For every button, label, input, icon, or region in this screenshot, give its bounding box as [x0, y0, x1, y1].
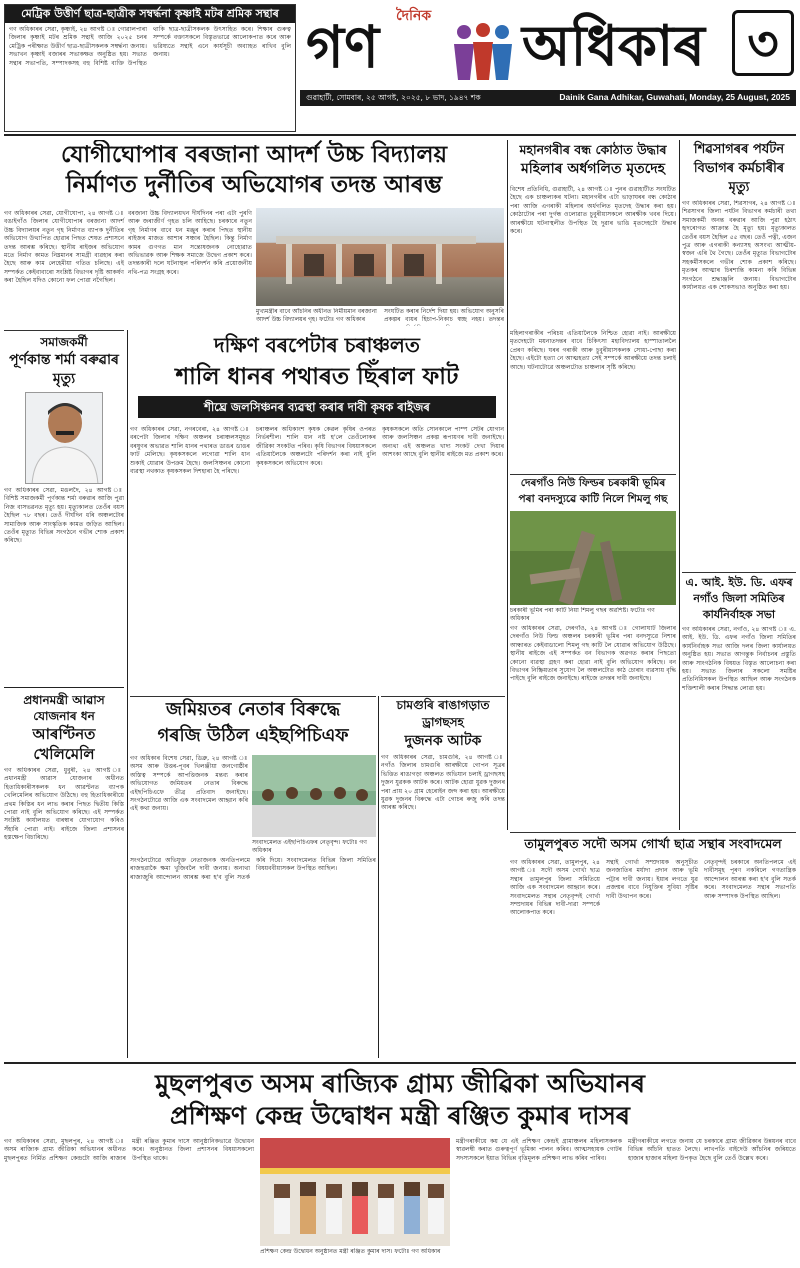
- deorgaon-story: [510, 474, 676, 826]
- top-left-story-headline: মেট্ৰিক উত্তীৰ্ণ ছাত্ৰ-ছাত্ৰীক সম্বৰ্দ্ধনা কৃষ্ণাই মটৰ শ্ৰমিক সন্থাৰ: [5, 5, 295, 23]
- jamiyat-headline-1: জমিয়তৰ নেতাৰ বিৰুদ্ধে: [165, 699, 341, 720]
- lead-story-col-2: বৰজানা উচ্চ বিদ্যালয়খন দীৰ্ঘদিনৰ পৰা এটা পুৰণি আৰু জৰাজীৰ্ণ গৃহত চলি আহিছে। চৰকাৰে নতুন গৃহ নিৰ্মাণৰ বাবে ধন মঞ্জুৰ কৰাৰ পিছত স্থানীয় ৰাইজৰ মাজত আশাৰ সঞ্চাৰ হৈছিল। কিন্তু নিৰ্মাণ কামৰ গুণগত মান সন্তোষজনক নোহোৱাত অভিভাৱক আৰু শিক্ষক সমাজে উদ্বেগ প্ৰকাশ কৰে। তদন্তকাৰী দলে ঘটনাস্থল পৰিদৰ্শন কৰি প্ৰয়োজনীয় নথি-পত্ৰ সংগ্ৰহ কৰে।: [128, 210, 252, 276]
- obituary-portrait: [25, 392, 103, 484]
- jamiyat-col-2: সংগঠনটোৱে অভিযুক্ত নেতাজনক অনতিপলমে ৰাজহুৱাকৈ ক্ষমা খুজিবলৈ দাবী জনায়। অন্যথা ৰাজ্যজুৰি আন্দোলন আৰম্ভ কৰা হ'ব বুলি সতৰ্ক কৰি দিয়ে। সংবাদমেলত বিভিন্ন জিলা সমিতিৰ বিষয়ববীয়াসকল উপস্থিত আছিল।: [130, 857, 376, 881]
- aiudf-story: [682, 572, 796, 828]
- dateline-english: Dainik Gana Adhikar, Guwahati, Monday, 25 August, 2025: [559, 92, 790, 102]
- school-photo-caption: মুখ্যমন্ত্ৰীৰ বাবে আঁচনিৰ অধীনত নিৰ্মীয়মান বৰজানা আদৰ্শ উচ্চ বিদ্যালয়ৰ গৃহ। ফটোঃ গণ অধিকাৰ: [256, 308, 377, 323]
- person-portrait-icon: [26, 393, 103, 484]
- jamiyat-story: [130, 696, 376, 1058]
- dateline-bar: [300, 90, 796, 106]
- inauguration-photo: [260, 1138, 450, 1246]
- cut-tree-caption: চৰকাৰী ভূমিৰ পৰা কাটি নিয়া শিমলু গছৰ অৱশিষ্ট। ফটোঃ গণ অধিকাৰ: [510, 607, 655, 622]
- jamiyat-headline-2: গৰজি উঠিল এইছপিচিএফ: [157, 725, 349, 746]
- lead-story-col-3: সংঘটিত কৰাৰ নিৰ্দেশ দিয়া হয়। অভিযোগ অনুসৰি প্ৰকল্পৰ ব্যয়ৰ হিচাপ-নিকাচ স্বচ্ছ নহয়। তদন্তৰ: [384, 308, 504, 324]
- top-left-story-body: গণ অধিকাৰৰ সেৱা, কৃষ্ণাই, ২৪ আগষ্ট ঃ গোৱালপাৰা জিলাৰ কৃষ্ণাই মটৰ শ্ৰমিক সন্থাই আজি ২০২৫ চনৰ মেট্ৰিক পৰীক্ষাত উত্তীৰ্ণ ছাত্ৰ-ছাত্ৰীসকলক সম্বৰ্দ্ধনা জনায়। সভাখন কৃষ্ণাই বজাৰৰ সভাকক্ষত অনুষ্ঠিত হয়। সভাত সন্থাৰ সভাপতি, সম্পাদকসহ বহু বিশিষ্ট ব্যক্তি উপস্থিত থাকি ছাত্ৰ-ছাত্ৰীসকলক উৎসাহিত কৰে। শিক্ষাৰ গুৰুত্ব সম্পৰ্কে বক্তাসকলে বিস্তৃতভাৱে আলোকপাত কৰে আৰু ভৱিষ্যতে সন্থাই এনে কাৰ্যসূচী অব্যাহত ৰাখিব বুলি জনায়।: [9, 26, 291, 67]
- masthead: [300, 4, 796, 92]
- school-building-photo: [256, 208, 504, 306]
- barpeta-headline-1: দক্ষিণ বৰপেটাৰ চৰাঞ্চলত: [214, 333, 420, 357]
- mahanagar-col-2: মহিলাগৰাকীৰ পৰিচয় এতিয়ালৈকে নিশ্চিত হোৱা নাই। আৰক্ষীয়ে মৃতদেহটো ময়নাতদন্তৰ বাবে চিকিৎসা মহাবিদ্যালয় হাস্পাতাললৈ প্ৰেৰণ কৰিছে। ঘৰৰ গৰাকী আৰু চুবুৰীয়াসকলক সোধা-পোছা কৰা হৈছে। এইটো হত্যা নে আত্মহত্যা সেই সম্পৰ্কে আৰক্ষীয়ে তদন্ত চলাই আছে। ঘটনাটোৱে অঞ্চলটোত চাঞ্চল্যৰ সৃষ্টি কৰিছে।: [510, 330, 676, 371]
- deorgaon-headline-2: পৰা বনদস্যুৱে কাটি নিলে শিমলু গছ: [518, 493, 668, 505]
- column-rule-left: [127, 330, 128, 1058]
- jamiyat-col-1: গণ অধিকাৰ বিশেষ সেৱা, ডিব্ৰু, ২৪ আগষ্ট ঃ অসম আৰু উত্তৰ-পূবৰ খিলঞ্জীয়া জনগোষ্ঠীৰ অস্তিত্ব সম্পৰ্কে আপত্তিজনক মন্তব্য কৰাৰ অভিযোগত জমিয়তৰ নেতাৰ বিৰুদ্ধে এইছপিচিএফে তীব্ৰ প্ৰতিবাদ জনাইছে। সংগঠনটোৱে আজি এক সংবাদমেল আহ্বান কৰি এই কথা জনায়।: [130, 755, 248, 813]
- column-rule-far-right: [679, 140, 680, 830]
- obituary-body: গণ অধিকাৰৰ সেৱা, মঙলদৈ, ২৪ আগষ্ট ঃ বিশিষ্ট সমাজকৰ্মী পূৰ্ণকান্ত শৰ্মা বৰুৱাৰ আজি পুৱা নিজ বাসভৱনত মৃত্যু হয়। মৃত্যুকালত তেওঁৰ বয়স হৈছিল ৭৮ বছৰ। তেওঁ দীৰ্ঘদিন ধৰি অঞ্চলটোৰ সামাজিক আৰু সাংস্কৃতিক কামত জড়িত আছিল। তেওঁৰ মৃত্যুত বিভিন্ন সংগঠনে গভীৰ শোক প্ৰকাশ কৰিছে।: [4, 487, 124, 545]
- bottom-col-3: মন্ত্ৰীগৰাকীয়ে লগতে জনায় যে চৰকাৰে গ্ৰাম্য জীৱিকাৰ উন্নয়নৰ বাবে বিভিন্ন আঁচনি হাতত লৈছে। লাখপতি বাইদেউ আঁচনিৰ জৰিয়তে হাজাৰ হাজাৰ মহিলা উপকৃত হৈছে বুলি তেওঁ উল্লেখ কৰে।: [628, 1138, 796, 1162]
- aiudf-body: গণ অধিকাৰৰ সেৱা, নগাঁও, ২৪ আগষ্ট ঃ এ. আই. ইউ. ডি. এফৰ নগাঁও জিলা সমিতিৰ কাৰ্যনিৰ্বাহক সভা আজি দলৰ জিলা কাৰ্যালয়ত অনুষ্ঠিত হয়। সভাত আগন্তুক নিৰ্বাচনৰ প্ৰস্তুতি আৰু সাংগঠনিক বিষয়ত বিস্তৃত আলোচনা কৰা হয়। সভাত জিলাৰ সকলো সমষ্টিৰ প্ৰতিনিধিসকল উপস্থিত আছিল আৰু সংগঠনক শক্তিশালী কৰাৰ সিদ্ধান্ত লোৱা হয়।: [682, 626, 796, 692]
- lead-story-headline-1: যোগীঘোপাৰ বৰজানা আদৰ্শ উচ্চ বিদ্যালয়: [60, 142, 448, 168]
- logo-figures-icon: [448, 22, 518, 82]
- barpeta-headline-2: শালি ধানৰ পথাৰত ছিঁৰাল ফাট: [175, 364, 459, 390]
- mahanagar-col-1: বিশেষ প্ৰতিনিধি, গুৱাহাটী, ২৪ আগষ্ট ঃ পুনৰ গুৱাহাটীত সংঘটিত হৈছে এক চাঞ্চল্যকৰ ঘটনা। মহানগৰীৰ এটা ভাড়াঘৰৰ বন্ধ কোঠাৰ পৰা আজি এগৰাকী মহিলাৰ অৰ্ধগলিত মৃতদেহ উদ্ধাৰ কৰা হয়। কোঠাটোৰ পৰা দুৰ্গন্ধ ওলোৱাত চুবুৰীয়াসকলে আৰক্ষীক খবৰ দিয়ে। আৰক্ষীয়ে ঘটনাস্থলীত উপস্থিত হৈ দুৱাৰ ভাঙি মৃতদেহটো উদ্ধাৰ কৰে।: [510, 186, 676, 236]
- chamaguri-headline-2: দুজনক আটক: [404, 733, 482, 749]
- mahanagar-story: [510, 140, 676, 470]
- masthead-title-left: গণ: [306, 13, 380, 81]
- chamaguri-body: গণ অধিকাৰৰ সেৱা, চামগুৰি, ২৪ আগষ্ট ঃ নগাঁও জিলাৰ চামগুৰি আৰক্ষীয়ে গোপন সূত্ৰৰ ভিত্তিত ৰাঙাগড়া অঞ্চলত অভিযান চলাই ড্ৰাগছসহ দুজন যুৱকক আটক কৰে। আটক হোৱা যুৱক দুজনৰ পৰা প্ৰায় ২০ গ্ৰাম হেৰোইন জব্দ কৰা হয়। আৰক্ষীয়ে যুৱক দুজনৰ বিৰুদ্ধে এটা গোচৰ ৰুজু কৰি তদন্ত আৰম্ভ কৰিছে।: [381, 754, 505, 812]
- tamulpur-col-2: সন্থাই গোৰ্খা সম্প্ৰদায়ক অনুসূচীত জনজাতিৰ মৰ্যাদা প্ৰদান আৰু ভূমি পট্টাৰ দাবী জনায়। ইয়াৰ লগতে যুৱ প্ৰজন্মৰ বাবে নিযুক্তিৰ সুবিধা সৃষ্টিৰ দাবী উত্থাপন কৰে।: [606, 859, 698, 900]
- barpeta-story: [130, 330, 504, 692]
- dateline-assamese: গুৱাহাটী, সোমবাৰ, ২৫ আগষ্ট, ২০২৫, ৮ ভাদ, ১৯৪৭ শক: [306, 93, 481, 102]
- column-rule-mid: [378, 696, 379, 1058]
- barpeta-col-1: গণ অধিকাৰৰ সেৱা, নগৰবেৰা, ২৪ আগষ্ট ঃ বৰপেটা জিলাৰ দক্ষিণ অঞ্চলৰ চৰাঞ্চলসমূহত বৰষুণৰ অভাৱত শালি ধানৰ পথাৰত ডাঙৰ ডাঙৰ ফাট মেলিছে। কৃষকসকলে লগোৱা শালি ধান শুকাই যোৱাৰ উপক্ৰম হৈছে। জলসিঞ্চনৰ কোনো ব্যৱস্থা নথকাত কৃষকসকল দিশহাৰা হৈ পৰিছে।: [130, 426, 250, 476]
- press-conference-caption: সংবাদমেলত এইছপিচিএফৰ নেতৃবৃন্দ। ফটোঃ গণ অধিকাৰ: [252, 839, 367, 854]
- deorgaon-body: গণ অধিকাৰৰ সেৱা, দেৰগাঁও, ২৪ আগষ্ট ঃ গোলাঘাট জিলাৰ দেৰগাঁও নিউ ফিল্ড অঞ্চলৰ চৰকাৰী ভূমিৰ পৰা বনদস্যুৱে নিশাৰ আন্ধাৰত কেইবাডালো শিমলু গছ কাটি লৈ যোৱাৰ অভিযোগ উঠিছে। স্থানীয় ৰাইজে এই সম্পৰ্কত বন বিভাগক অৱগত কৰাৰ পিছতো কোনো ব্যৱস্থা গ্ৰহণ কৰা হোৱা নাই বুলি অভিযোগ কৰিছে। বন বিভাগৰ নিষ্ক্ৰিয়তাৰ সুযোগ লৈ অঞ্চলটোত কাঠ চোৰাং ব্যৱসায় বৃদ্ধি পাইছে বুলি ৰাইজে জনাইছে। ৰাইজে তদন্তৰ দাবী জনাইছে।: [510, 625, 676, 683]
- inauguration-caption: প্ৰশিক্ষণ কেন্দ্ৰ উদ্বোধন অনুষ্ঠানত মন্ত্ৰী ৰঞ্জিত কুমাৰ দাস। ফটোঃ গণ অধিকাৰ: [260, 1248, 441, 1255]
- barpeta-col-3: কৃষকসকলে অতি সোনকালে পাম্প সেটৰ যোগান আৰু জলসিঞ্চন প্ৰকল্প ৰূপায়ণৰ দাবী জনাইছে। অন্যথা এই অঞ্চলত খাদ্য সংকট দেখা দিয়াৰ আশংকা আছে বুলি স্থানীয় ৰাইজে মত প্ৰকাশ কৰে।: [382, 426, 504, 459]
- sivasagar-headline: শিৱসাগৰৰ পৰ্যটন বিভাগৰ কৰ্মচাৰীৰ মৃত্যু: [693, 142, 785, 195]
- tamulpur-headline: তামুলপুৰত সদৌ অসম গোৰ্খা ছাত্ৰ সন্থাৰ সংবাদমেল: [524, 836, 782, 851]
- bottom-headline-1: মুছলপুৰত অসম ৰাজ্যিক গ্ৰাম্য জীৱিকা অভিযানৰ: [155, 1069, 645, 1098]
- tamulpur-story: [510, 832, 796, 1058]
- masthead-rule: [4, 134, 796, 136]
- bottom-col-2: মন্ত্ৰীগৰাকীয়ে কয় যে এই প্ৰশিক্ষণ কেন্দ্ৰই গ্ৰামাঞ্চলৰ মহিলাসকলক স্বাৱলম্বী কৰাত গুৰুত্বপূৰ্ণ ভূমিকা পালন কৰিব। আত্মসহায়ক গোটৰ সদস্যসকলে ইয়াত বিভিন্ন বৃত্তিমূলক প্ৰশিক্ষণ লাভ কৰিব পাৰিব।: [456, 1138, 622, 1162]
- bottom-section-rule: [4, 1062, 796, 1064]
- lead-story: [4, 140, 504, 326]
- obituary-label: সমাজকৰ্মী: [40, 335, 88, 349]
- tamulpur-col-3: নেতৃবৃন্দই চৰকাৰে অনতিপলমে এই দাবীসমূহ পূৰণ নকৰিলে গণতান্ত্ৰিক আন্দোলন আৰম্ভ কৰা হ'ব বুলি সতৰ্ক কৰে। সংবাদমেলত সন্থাৰ সভাপতি আৰু সম্পাদক উপস্থিত আছিল।: [704, 859, 796, 900]
- cut-tree-photo: [510, 511, 676, 605]
- page-number-badge: [732, 10, 794, 76]
- masthead-title-right: অধিকাৰ: [522, 14, 705, 79]
- page-number: ৩: [747, 16, 779, 72]
- barpeta-col-2: চৰাঞ্চলৰ অধিকাংশ কৃষক কেৱল কৃষিৰ ওপৰত নিৰ্ভৰশীল। শালি ধান নষ্ট হ'লে তেওঁলোকৰ জীৱিকা সংকটত পৰিব। কৃষি বিভাগৰ বিষয়াসকলে এতিয়ালৈকে অঞ্চলটো পৰিদৰ্শন কৰা নাই বুলি কৃষকসকলে অভিযোগ কৰে।: [256, 426, 376, 467]
- press-conference-photo: [252, 755, 376, 837]
- pm-awas-headline: আৰণ্টিনত খেলিমেলি: [32, 725, 96, 763]
- pm-awas-label: প্ৰধানমন্ত্ৰী আৱাস যোজনাৰ ধন: [23, 693, 105, 723]
- chamaguri-headline-1: চামগুৰি ৰাঙাগড়াত ড্ৰাগছসহ: [396, 698, 490, 729]
- bottom-story: [4, 1068, 796, 1264]
- bottom-col-1: গণ অধিকাৰৰ সেৱা, মুছলপুৰ, ২৪ আগষ্ট ঃ অসম ৰাজ্যিক গ্ৰাম্য জীৱিকা অভিযানৰ অধীনত মুছলপুৰত নিৰ্মিত প্ৰশিক্ষণ কেন্দ্ৰটো আজি ৰাজ্যৰ মন্ত্ৰী ৰঞ্জিত কুমাৰ দাসে আনুষ্ঠানিকভাৱে উদ্বোধন কৰে। অনুষ্ঠানত জিলা প্ৰশাসনৰ বিষয়াসকলো উপস্থিত থাকে।: [4, 1138, 254, 1162]
- chamaguri-story: [381, 696, 505, 1058]
- obituary-name: পূৰ্ণকান্ত শৰ্মা বৰুৱাৰ মৃত্যু: [9, 352, 119, 387]
- tamulpur-col-1: গণ অধিকাৰৰ সেৱা, তামুলপুৰ, ২৪ আগষ্ট ঃ সদৌ অসম গোৰ্খা ছাত্ৰ সন্থাৰ তামুলপুৰ জিলা সমিতিয়ে আজি এক সংবাদমেল আহ্বান কৰে। সংবাদমেলত সন্থাৰ নেতৃবৃন্দই গোৰ্খা সম্প্ৰদায়ৰ বিভিন্ন দাবী-দাৱা সম্পৰ্কে আলোকপাত কৰে।: [510, 859, 600, 917]
- mahanagar-headline-1: মহানগৰীৰ বন্ধ কোঠাত উদ্ধাৰ: [519, 142, 667, 157]
- masthead-kicker: দৈনিক: [396, 8, 432, 24]
- sivasagar-story: [682, 140, 796, 570]
- deorgaon-headline-1: দেৰগাঁও নিউ ফিল্ডৰ চৰকাৰী ভূমিৰ: [520, 477, 666, 489]
- bottom-headline-2: প্ৰশিক্ষণ কেন্দ্ৰ উদ্বোধন মন্ত্ৰী ৰঞ্জিত কুমাৰ দাসৰ: [169, 1101, 631, 1130]
- top-left-story-box: [4, 4, 296, 132]
- lead-story-headline-2: নিৰ্মাণত দুৰ্নীতিৰ অভিযোগৰ তদন্ত আৰম্ভ: [65, 172, 443, 198]
- lead-story-col-1: গণ অধিকাৰৰ সেৱা, যোগীঘোপা, ২৪ আগষ্ট ঃ বঙাইগাঁও জিলাৰ যোগীঘোপাৰ বৰজানা আদৰ্শ উচ্চ বিদ্যালয়ৰ নতুন গৃহ নিৰ্মাণত ব্যাপক দুৰ্নীতিৰ অভিযোগ উত্থাপিত হোৱাৰ পিছত শেষত প্ৰশাসনে তদন্ত আৰম্ভ কৰিছে। স্থানীয় ৰাইজৰ অভিযোগ মতে নিৰ্মাণ কামত নিম্নমানৰ সামগ্ৰী ব্যৱহাৰ কৰা হৈছে আৰু কাম লেহেমীয়া গতিত চলিছে। এই সম্পৰ্কত কেইবাবাৰো সংশ্লিষ্ট বিভাগৰ দৃষ্টি আকৰ্ষণ কৰা হৈছিল যদিও কোনো ফল পোৱা নগৈছিল।: [4, 210, 124, 285]
- pm-awas-story: [4, 692, 124, 1058]
- obituary: [4, 330, 124, 688]
- barpeta-subhead: শীঘ্ৰে জলসিঞ্চনৰ ব্যৱস্থা কৰাৰ দাবী কৃষক ৰাইজৰ: [138, 396, 496, 418]
- column-rule-right: [507, 140, 508, 830]
- sivasagar-body: গণ অধিকাৰৰ সেৱা, শিৱসাগৰ, ২৪ আগষ্ট ঃ শিৱসাগৰ জিলা পৰ্যটন বিভাগৰ কৰ্মচাৰী তথা সমাজকৰ্মী অনন্ত বৰুৱাৰ আজি পুৱা হঠাৎ হৃদৰোগত আক্ৰান্ত হৈ মৃত্যু হয়। মৃত্যুকালত তেওঁৰ বয়স হৈছিল ৫৫ বছৰ। তেওঁ পত্নী, এজন পুত্ৰ আৰু এগৰাকী কন্যাসহ অসংখ্য আত্মীয়-স্বজন এৰি থৈ গৈছে। তেওঁৰ মৃত্যুত বিভাগটোৰ সহকৰ্মীসকলে গভীৰ শোক প্ৰকাশ কৰিছে। মৃতকৰ আত্মাৰ চিৰশান্তি কামনা কৰি বিভিন্ন সংগঠনে শ্ৰদ্ধাঞ্জলি জনায়। বিভাগটোৰ কাৰ্যালয়ত এক শোকসভাও অনুষ্ঠিত কৰা হয়।: [682, 200, 796, 292]
- aiudf-headline: এ. আই. ইউ. ডি. এফৰ নগাঁও জিলা সমিতিৰ কাৰ্যনিৰ্বাহক সভা: [685, 576, 793, 621]
- mahanagar-headline-2: মহিলাৰ অৰ্ধগলিত মৃতদেহ: [521, 161, 665, 177]
- pm-awas-body: গণ অধিকাৰৰ সেৱা, ধুবুৰী, ২৪ আগষ্ট ঃ প্ৰধানমন্ত্ৰী আৱাস যোজনাৰ অধীনত হিতাধিকাৰীসকলক ধন আৱণ্টনত ব্যাপক খেলিমেলিৰ অভিযোগ উঠিছে। বহু হিতাধিকাৰীয়ে প্ৰথম কিস্তিৰ ধন লাভ কৰাৰ পিছত দ্বিতীয় কিস্তি পোৱা নাই বুলি অভিযোগ কৰিছে। এই সম্পৰ্কত সংশ্লিষ্ট কাৰ্যালয়ত বাৰম্বাৰ যোগাযোগ কৰিও সঁহাৰি পোৱা নাই। ৰাইজে জিলা প্ৰশাসনৰ হস্তক্ষেপ বিচাৰিছে।: [4, 767, 124, 842]
